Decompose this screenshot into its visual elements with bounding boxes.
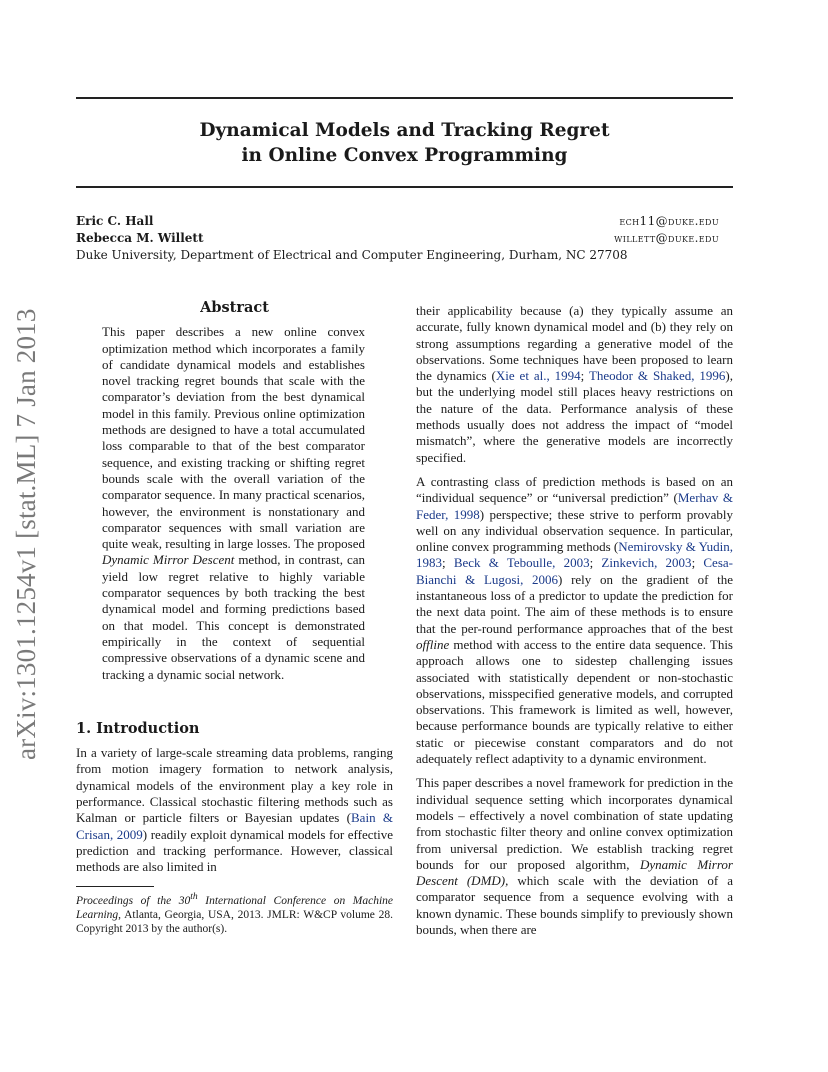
citation-link[interactable]: Nemirovsky & Yudin, 1983 [416,539,733,571]
author-email: ech11@duke.edu [619,214,719,228]
paper-title [76,118,733,168]
body-text: ), but the underlying model still places heavy restrictions on the nature of the data. Performance analysis of these methods usually does not address the impact of “model mismatch”, where the generative models are incorrectly specified. [416,368,733,465]
citation-link[interactable]: Xie et al., 1994 [495,368,581,384]
body-text: A contrasting class of prediction methods is based on an “individual sequence” or “universal prediction” ( [416,473,733,506]
intro-text: ) readily exploit dynamical models for effective prediction and tracking performance. However, classical methods are also limited in [76,826,393,875]
proceedings-footnote [76,891,393,937]
abstract-part: This paper describes a new online convex optimization method which incorporates a family of candidate dynamical models and establishes novel tracking regret bounds that scale with the comparator’s deviation from the best dynamical model in this family. Previous online optimization methods are designed to have a total accumulated loss comparable to that of the best comparator sequence, and existing tracking or shifting regret bounds scale with the overall variation of the comparator sequence. In many practical scenarios, however, the environment is nonstationary and comparator sequences with small variation are quite weak, resulting in large losses. The proposed [102,324,365,552]
citation-link[interactable]: Theodor & Shaked, 1996 [588,368,726,384]
footnote-text: , Atlanta, Georgia, USA, 2013. JMLR: W&CP volume 28. Copyright 2013 by the author(s). [76,909,393,936]
title-line-1: Dynamical Models and Tracking Regret [199,120,610,141]
body-paragraph [416,303,733,466]
author-row [76,230,719,247]
right-column [416,303,733,946]
citation-link[interactable]: Bain & Crisan, 2009 [76,810,393,842]
footnote-text: International Conference on Machine Learning [76,895,393,922]
citation-link[interactable]: Zinkevich, 2003 [601,555,692,571]
body-text: ; [442,555,454,571]
body-text: their applicability because (a) they typically assume an accurate, fully known dynamical model and (b) they rely on strong assumptions regarding a generative model of the observations. Some techniques have been proposed to learn the dynamics ( [416,303,733,384]
body-text: method with access to the entire data sequence. This approach allows one to sidestep challenging issues associated with statistically dependent or non-stochastic observations, misspecified generative models, and corrupted observations. This framework is limited as well, however, because performance bounds are typically relative to either static or piecewise constant comparators and do not adequately reflect adaptivity to a dynamic environment. [416,636,733,767]
title-rule-top [76,97,733,99]
section-heading-introduction: 1. Introduction [76,719,200,737]
citation-link[interactable]: Beck & Teboulle, 2003 [453,555,590,571]
intro-paragraph [76,745,393,875]
body-text: ) rely on the gradient of the instantaneous loss of a predictor to update the prediction for the next data point. The aim of these methods is to ensure that the per-round performance approaches that of the best [416,571,733,636]
footnote-text: Proceedings of the 30 [76,895,191,908]
abstract-part: method, in contrast, can yield low regret relative to highly variable comparator sequences by both tracking the best dynamical model and forming predictions based on that model. This concept is demonstrated empirically in the context of sequential compressive observations of a dynamic scene and tracking a dynamic social network. [102,552,365,682]
author-row [76,213,719,230]
arxiv-stamp: arXiv:1301.1254v1 [stat.ML] 7 Jan 2013 [11,308,41,760]
abstract-heading: Abstract [200,299,269,316]
body-paragraph [416,474,733,767]
author-email: willett@duke.edu [614,231,719,245]
footnote-superscript: th [190,891,198,903]
body-paragraph [416,775,733,938]
footnote-rule [76,886,154,887]
author-name: Rebecca M. Willett [76,231,204,245]
body-emphasis: offline [416,636,450,652]
body-text: This paper describes a novel framework for prediction in the individual sequence setting which incorporates dynamical models – effectively a novel combination of state updating from stochastic filter theory and online convex optimization from universal prediction. We establish tracking regret bounds for our proposed algorithm, [416,775,733,872]
body-text: ) perspective; these strive to perform provably well on any individual observation sequence. In particular, online convex programming methods ( [416,506,733,555]
body-text: ; [580,368,589,384]
body-text: ; [691,555,704,571]
author-block [76,213,719,264]
citation-link[interactable]: Merhav & Feder, 1998 [416,490,733,522]
author-name: Eric C. Hall [76,214,154,228]
intro-text: In a variety of large-scale streaming data problems, ranging from motion imagery formation to network analysis, dynamical models of the environment play a key role in performance. Classical stochastic filtering methods such as Kalman or particle filters or Bayesian updates ( [76,745,393,826]
left-column [76,300,393,936]
abstract-text [102,324,365,683]
abstract-emphasis: Dynamic Mirror Descent [102,552,235,568]
body-text: which scale with the deviation of a comparator sequence from a sequence evolving with a known dynamic. These bounds simplify to previously shown bounds, when there are [416,873,733,937]
body-emphasis: Dynamic Mirror Descent (DMD), [416,856,733,889]
body-text: ; [589,555,602,571]
affiliation: Duke University, Department of Electrical and Computer Engineering, Durham, NC 27708 [76,248,628,262]
citation-link[interactable]: Cesa-Bianchi & Lugosi, 2006 [416,555,733,587]
title-rule-bottom [76,186,733,188]
title-line-2: in Online Convex Programming [241,145,568,166]
